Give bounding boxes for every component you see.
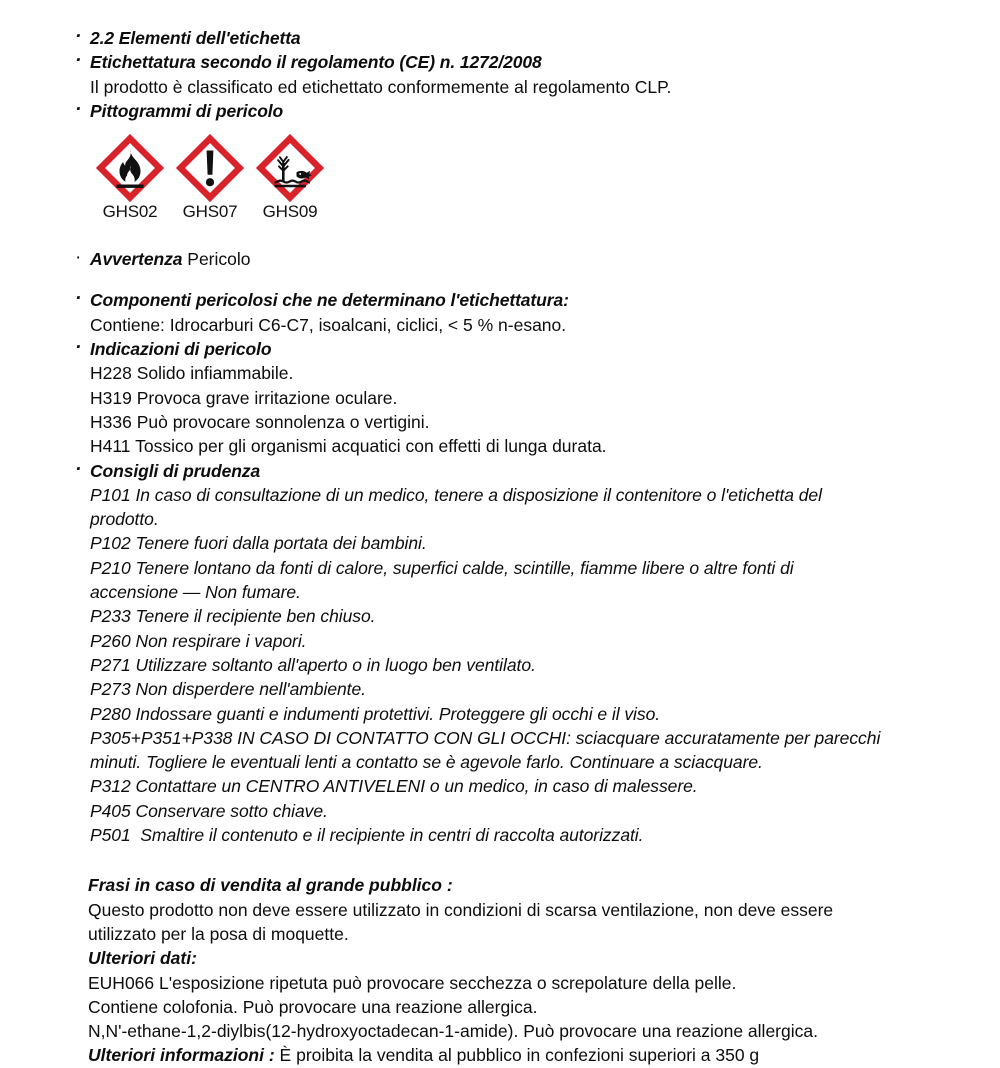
heading-precautionary-statements: · Consigli di prudenza <box>72 459 960 483</box>
precautionary-statement-p271: P271 Utilizzare soltanto all'aperto o in luogo ben ventilato. <box>90 654 536 675</box>
flame-icon <box>97 135 163 201</box>
signal-word-row <box>72 247 960 271</box>
hazard-statement-h336: H336 Può provocare sonnolenza o vertigini. <box>90 411 430 432</box>
public-sale-line-1: Questo prodotto non deve essere utilizzato in condizioni di scarsa ventilazione, non deve essere <box>88 899 834 920</box>
additional-info-text: È proibita la vendita al pubblico in confezioni superiori a 350 g <box>274 1045 760 1066</box>
heading-public-sale: Frasi in caso di vendita al grande pubblico : <box>88 875 453 896</box>
pictogram-label-ghs07: GHS07 <box>182 202 238 222</box>
heading-label-elements: · 2.2 Elementi dell'etichetta <box>72 26 960 50</box>
spacer-after-signal-word <box>72 271 960 288</box>
signal-word-value: Pericolo <box>187 249 251 270</box>
heading-additional-data: Ulteriori dati: <box>88 948 197 969</box>
exclamation-mark-icon <box>177 135 243 201</box>
precautionary-statement-p210-cont: accensione — Non fumare. <box>90 582 301 603</box>
precautionary-statement-p101: P101 In caso di consultazione di un medico, tenere a disposizione il contenitore o l'etichetta del <box>90 484 822 505</box>
precautionary-statement-p260: P260 Non respirare i vapori. <box>90 630 307 651</box>
additional-data-colofonia: Contiene colofonia. Può provocare una reazione allergica. <box>88 996 538 1017</box>
precautionary-statement-p305-p351-p338: P305+P351+P338 IN CASO DI CONTATTO CON GLI OCCHI: sciacquare accuratamente per parecchi <box>90 727 881 748</box>
pictogram-label-ghs09: GHS09 <box>262 202 318 222</box>
additional-data-euh066: EUH066 L'esposizione ripetuta può provocare secchezza o screpolature della pelle. <box>88 972 737 993</box>
precautionary-statement-p305-p351-p338-cont: minuti. Togliere le eventuali lenti a contatto se è agevole farlo. Continuare a sciacquare. <box>90 752 763 773</box>
pictogram-ghs09 <box>254 135 326 221</box>
precautionary-statement-p102: P102 Tenere fuori dalla portata dei bambini. <box>90 533 427 554</box>
pictogram-ghs07 <box>174 135 246 221</box>
spacer-after-pictograms <box>72 221 960 247</box>
precautionary-statement-p210: P210 Tenere lontano da fonti di calore, superfici calde, scintille, fiamme libere o altre fonti di <box>90 557 794 578</box>
labelling-note: Il prodotto è classificato ed etichettato conformemente al regolamento CLP. <box>90 76 672 97</box>
heading-hazardous-components: · Componenti pericolosi che ne determinano l'etichettatura: <box>72 288 960 312</box>
heading-labelling-regulation: · Etichettatura secondo il regolamento (CE) n. 1272/2008 <box>72 50 960 74</box>
additional-info-row <box>72 1043 960 1067</box>
hazard-statement-h319: H319 Provoca grave irritazione oculare. <box>90 387 398 408</box>
pictogram-ghs02 <box>94 135 166 221</box>
hazard-pictogram-strip <box>94 135 960 221</box>
precautionary-statement-p280: P280 Indossare guanti e indumenti protettivi. Proteggere gli occhi e il viso. <box>90 703 661 724</box>
signal-word-label: Avvertenza <box>90 249 183 270</box>
hazard-statement-h228: H228 Solido infiammabile. <box>90 363 294 384</box>
precautionary-statement-p501: P501 Smaltire il contenuto e il recipiente in centri di raccolta autorizzati. <box>90 825 644 846</box>
precautionary-statement-p312: P312 Contattare un CENTRO ANTIVELENI o un medico, in caso di malessere. <box>90 776 698 797</box>
pictogram-label-ghs02: GHS02 <box>102 202 158 222</box>
precautionary-statement-p273: P273 Non disperdere nell'ambiente. <box>90 679 366 700</box>
heading-hazard-pictograms: · Pittogrammi di pericolo <box>72 99 960 123</box>
spacer-before-public-sale <box>72 847 960 873</box>
precautionary-statement-p233: P233 Tenere il recipiente ben chiuso. <box>90 606 376 627</box>
heading-additional-info: Ulteriori informazioni : <box>88 1045 275 1066</box>
public-sale-line-2: utilizzato per la posa di moquette. <box>88 923 349 944</box>
precautionary-statement-p405: P405 Conservare sotto chiave. <box>90 800 328 821</box>
environment-icon <box>257 135 323 201</box>
hazardous-components-text: Contiene: Idrocarburi C6-C7, isoalcani, ciclici, < 5 % n-esano. <box>90 314 567 335</box>
additional-data-chemical-name: N,N'-ethane-1,2-diylbis(12-hydroxyoctadecan-1-amide). Può provocare una reazione allergica. <box>88 1021 818 1042</box>
heading-hazard-statements: · Indicazioni di pericolo <box>72 337 960 361</box>
hazard-statement-h411: H411 Tossico per gli organismi acquatici con effetti di lunga durata. <box>90 436 607 457</box>
precautionary-statement-p101-cont: prodotto. <box>90 509 159 530</box>
